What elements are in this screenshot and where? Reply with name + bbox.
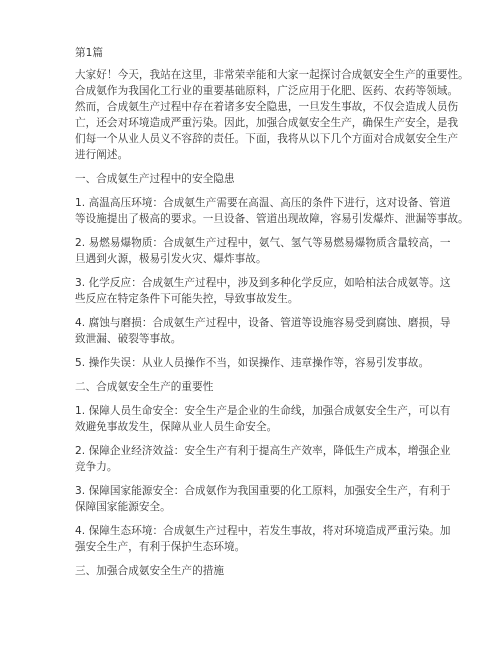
list-item-line: 效避免事故发生，保障从业人员生命安全。 [75, 421, 278, 433]
section-heading: 三、加强合成氨安全生产的措施 [75, 565, 225, 577]
list-item-line: 保障国家能源安全。 [75, 501, 171, 513]
list-item-line: 3. 化学反应：合成氨生产过程中，涉及到多种化学反应，如哈柏法合成氨等。这 [75, 277, 451, 289]
list-item-line: 些反应在特定条件下可能失控，导致事故发生。 [75, 293, 299, 305]
intro-line: 们每一个从业人员义不容辞的责任。下面，我将从以下几个方面对合成氨安全生产 [75, 133, 459, 145]
list-item-line: 1. 高温高压环境：合成氨生产需要在高温、高压的条件下进行，这对设备、管道 [75, 197, 451, 209]
intro-line: 合成氨作为我国化工行业的重要基础原料，广泛应用于化肥、医药、农药等领域。 [75, 85, 459, 97]
list-item-line: 1. 保障人员生命安全：安全生产是企业的生命线，加强合成氨安全生产，可以有 [75, 405, 451, 417]
list-item-line: 5. 操作失误：从业人员操作不当，如误操作、违章操作等，容易引发事故。 [75, 357, 430, 369]
list-item-line: 4. 保障生态环境：合成氨生产过程中，若发生事故，将对环境造成严重污染。加 [75, 525, 451, 537]
intro-line: 然而，合成氨生产过程中存在着诸多安全隐患，一旦发生事故，不仅会造成人员伤 [75, 101, 459, 113]
list-item-line: 4. 腐蚀与磨损：合成氨生产过程中，设备、管道等设施容易受到腐蚀、磨损，导 [75, 317, 451, 329]
list-item-line: 3. 保障国家能源安全：合成氨作为我国重要的化工原料，加强安全生产，有利于 [75, 485, 451, 497]
intro-line: 亡，还会对环境造成严重污染。因此，加强合成氨安全生产，确保生产安全，是我 [75, 117, 459, 129]
list-item-line: 2. 易燃易爆物质：合成氨生产过程中，氨气、氢气等易燃易爆物质含量较高，一 [75, 237, 451, 249]
list-item-line: 强安全生产，有利于保护生态环境。 [75, 541, 246, 553]
list-item-line: 2. 保障企业经济效益：安全生产有利于提高生产效率，降低生产成本，增强企业 [75, 445, 451, 457]
section-heading: 一、合成氨生产过程中的安全隐患 [75, 173, 235, 185]
list-item-line: 等设施提出了极高的要求。一旦设备、管道出现故障，容易引发爆炸、泄漏等事故。 [75, 213, 469, 225]
intro-line: 进行阐述。 [75, 149, 129, 161]
list-item-line: 致泄漏、破裂等事故。 [75, 333, 182, 345]
section-heading: 二、合成氨安全生产的重要性 [75, 381, 214, 393]
list-item-line: 旦遇到火源，极易引发火灾、爆炸事故。 [75, 253, 267, 265]
list-item-line: 竞争力。 [75, 461, 118, 473]
page-label: 第1篇 [75, 47, 104, 59]
intro-line: 大家好！今天，我站在这里，非常荣幸能和大家一起探讨合成氨安全生产的重要性。 [75, 69, 469, 81]
